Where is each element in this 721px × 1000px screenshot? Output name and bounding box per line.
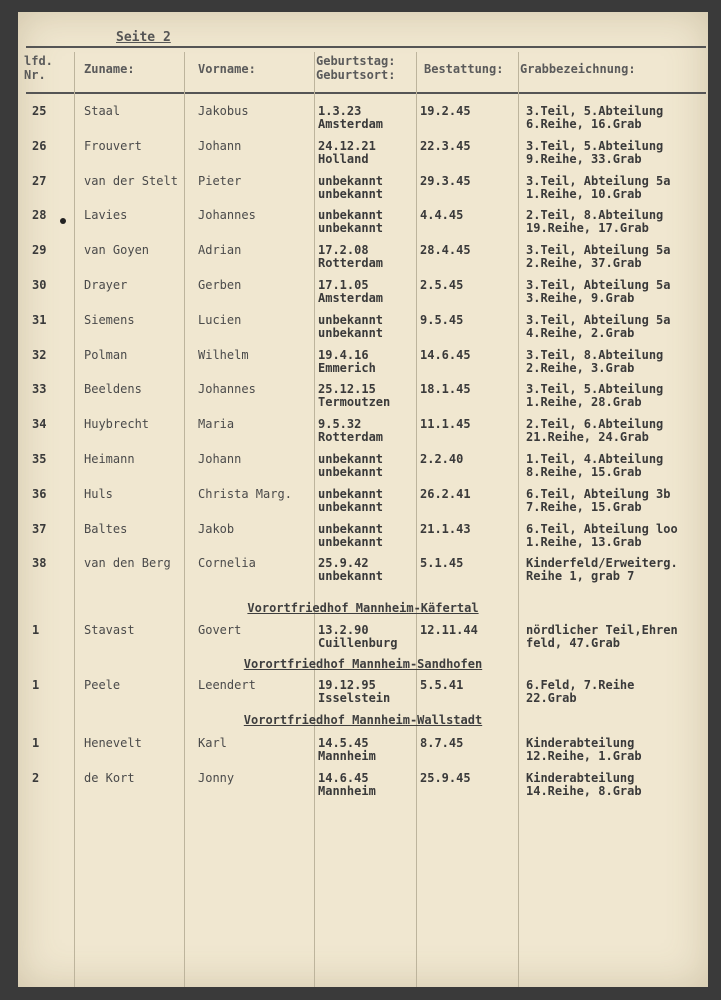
- cell-burial: 22.3.45: [420, 138, 471, 153]
- cell-firstname: Gerben: [198, 278, 242, 292]
- cell-birth-date: unbekannt: [318, 486, 384, 501]
- cell-firstname: Johannes: [198, 382, 256, 397]
- cell-birth-date: 17.1.05: [318, 278, 369, 292]
- cell-birth-date: unbekannt: [318, 312, 384, 327]
- cell-firstname: Johann: [198, 138, 242, 153]
- cell-nr: 31: [32, 312, 47, 327]
- cell-birth-date: 19.12.95: [318, 678, 376, 692]
- cell-grave-line2: 1.Reihe, 10.Grab: [526, 186, 642, 201]
- cell-firstname: Pieter: [198, 173, 242, 188]
- cell-nr: 28: [32, 208, 47, 223]
- cell-burial: 9.5.45: [420, 312, 464, 327]
- cell-nr: 35: [32, 452, 47, 466]
- column-divider: [74, 52, 75, 987]
- cell-grave-line2: 14.Reihe, 8.Grab: [526, 784, 642, 798]
- cell-birth-place: Rotterdam: [318, 430, 384, 445]
- cell-grave-line2: 1.Reihe, 13.Grab: [526, 534, 642, 549]
- cell-nr: 2: [32, 771, 40, 785]
- cell-grave-line2: 21.Reihe, 24.Grab: [526, 430, 649, 445]
- document-page: [18, 12, 708, 987]
- cell-grave-line1: 6.Feld, 7.Reihe: [526, 678, 635, 692]
- cell-surname: Frouvert: [84, 138, 142, 153]
- cell-burial: 19.2.45: [420, 104, 471, 118]
- cell-firstname: Cornelia: [198, 556, 256, 571]
- cell-burial: 18.1.45: [420, 382, 471, 397]
- cell-surname: Henevelt: [84, 736, 142, 750]
- section-title-kafertal: Vorortfriedhof Mannheim-Käfertal: [247, 601, 479, 615]
- cell-grave-line2: 7.Reihe, 15.Grab: [526, 499, 642, 514]
- cell-grave-line1: 3.Teil, 5.Abteilung: [526, 138, 664, 153]
- cell-firstname: Maria: [198, 417, 235, 432]
- cell-nr: 38: [32, 556, 47, 571]
- cell-birth-place: Holland: [318, 151, 369, 166]
- header-birth: Geburtstag: Geburtsort:: [316, 54, 396, 82]
- cell-grave-line2: 19.Reihe, 17.Grab: [526, 221, 649, 236]
- cell-burial: 2.5.45: [420, 278, 464, 292]
- cell-nr: 1: [32, 678, 40, 692]
- cell-surname: Drayer: [84, 278, 128, 292]
- cell-birth-date: 19.4.16: [318, 347, 369, 362]
- cell-firstname: Jonny: [198, 771, 235, 785]
- header-firstname: Vorname:: [198, 62, 256, 76]
- cell-birth-date: unbekannt: [318, 208, 384, 223]
- cell-grave-line2: 4.Reihe, 2.Grab: [526, 325, 635, 340]
- cell-nr: 36: [32, 486, 47, 501]
- cell-birth-date: 1.3.23: [318, 104, 362, 118]
- cell-firstname: Leendert: [198, 678, 256, 692]
- cell-burial: 29.3.45: [420, 173, 471, 188]
- cell-birth-place: Emmerich: [318, 360, 376, 375]
- cell-surname: Peele: [84, 678, 121, 692]
- cell-burial: 8.7.45: [420, 736, 464, 750]
- cell-grave-line1: 3.Teil, 8.Abteilung: [526, 347, 664, 362]
- cell-surname: Huybrecht: [84, 417, 150, 432]
- cell-surname: Polman: [84, 347, 128, 362]
- cell-birth-place: Mannheim: [318, 784, 376, 798]
- cell-nr: 32: [32, 347, 47, 362]
- cell-grave-line1: nördlicher Teil,Ehren: [526, 623, 678, 637]
- column-divider: [184, 52, 185, 987]
- cell-birth-date: 25.12.15: [318, 382, 376, 397]
- cell-grave-line1: 1.Teil, 4.Abteilung: [526, 452, 664, 466]
- cell-grave-line2: Reihe 1, grab 7: [526, 569, 635, 584]
- cell-burial: 28.4.45: [420, 243, 471, 258]
- cell-birth-date: unbekannt: [318, 521, 384, 536]
- cell-birth-date: 17.2.08: [318, 243, 369, 258]
- cell-grave-line1: Kinderabteilung: [526, 736, 635, 750]
- header-surname: Zuname:: [84, 62, 135, 76]
- cell-firstname: Lucien: [198, 312, 242, 327]
- cell-grave-line2: 12.Reihe, 1.Grab: [526, 749, 642, 763]
- cell-firstname: Jakob: [198, 521, 235, 536]
- cell-grave-line2: 6.Reihe, 16.Grab: [526, 117, 642, 131]
- cell-nr: 1: [32, 623, 40, 637]
- cell-grave-line1: 2.Teil, 6.Abteilung: [526, 417, 664, 432]
- cell-firstname: Govert: [198, 623, 242, 637]
- page-label: Seite 2: [116, 30, 171, 45]
- cell-surname: Beeldens: [84, 382, 142, 397]
- cell-nr: 27: [32, 173, 47, 188]
- cell-grave-line1: 3.Teil, 5.Abteilung: [526, 104, 664, 118]
- cell-firstname: Karl: [198, 736, 227, 750]
- cell-birth-place: unbekannt: [318, 325, 384, 340]
- cell-grave-line2: 2.Reihe, 3.Grab: [526, 360, 635, 375]
- cell-birth-date: unbekannt: [318, 452, 384, 466]
- cell-grave-line1: Kinderabteilung: [526, 771, 635, 785]
- cell-grave-line2: 22.Grab: [526, 691, 577, 705]
- cell-birth-place: Mannheim: [318, 749, 376, 763]
- cell-surname: Siemens: [84, 312, 135, 327]
- cell-surname: Heimann: [84, 452, 135, 466]
- cell-burial: 5.5.41: [420, 678, 464, 692]
- header-rule-bottom: [26, 92, 706, 94]
- cell-burial: 14.6.45: [420, 347, 471, 362]
- cell-nr: 33: [32, 382, 47, 397]
- cell-burial: 5.1.45: [420, 556, 464, 571]
- cell-nr: 25: [32, 104, 47, 118]
- section-title-sandhofen: Vorortfriedhof Mannheim-Sandhofen: [243, 657, 483, 671]
- cell-birth-place: Rotterdam: [318, 256, 384, 271]
- cell-surname: Lavies: [84, 208, 128, 223]
- cell-firstname: Christa Marg.: [198, 486, 292, 501]
- cell-grave-line1: 3.Teil, Abteilung 5a: [526, 278, 671, 292]
- cell-nr: 37: [32, 521, 47, 536]
- cell-surname: Stavast: [84, 623, 135, 637]
- cell-birth-date: 9.5.32: [318, 417, 362, 432]
- cell-grave-line2: feld, 47.Grab: [526, 636, 620, 650]
- cell-firstname: Adrian: [198, 243, 242, 258]
- cell-birth-date: 14.6.45: [318, 771, 369, 785]
- cell-birth-place: Termoutzen: [318, 395, 391, 410]
- cell-birth-place: unbekannt: [318, 186, 384, 201]
- cell-grave-line2: 2.Reihe, 37.Grab: [526, 256, 642, 271]
- ink-spot: [60, 218, 66, 224]
- cell-nr: 1: [32, 736, 40, 750]
- cell-surname: van der Stelt: [84, 173, 178, 188]
- cell-birth-place: unbekannt: [318, 499, 384, 514]
- cell-surname: de Kort: [84, 771, 135, 785]
- cell-birth-place: unbekannt: [318, 569, 384, 584]
- cell-burial: 11.1.45: [420, 417, 471, 432]
- cell-birth-place: Amsterdam: [318, 117, 384, 131]
- cell-birth-place: Cuillenburg: [318, 636, 398, 650]
- cell-birth-place: unbekannt: [318, 465, 384, 479]
- cell-burial: 26.2.41: [420, 486, 471, 501]
- cell-burial: 12.11.44: [420, 623, 478, 637]
- cell-grave-line1: Kinderfeld/Erweiterg.: [526, 556, 678, 571]
- cell-grave-line1: 3.Teil, Abteilung 5a: [526, 173, 671, 188]
- cell-nr: 26: [32, 138, 47, 153]
- cell-birth-place: Isselstein: [318, 691, 391, 705]
- cell-nr: 29: [32, 243, 47, 258]
- column-divider: [314, 52, 315, 987]
- cell-birth-date: 14.5.45: [318, 736, 369, 750]
- cell-birth-place: unbekannt: [318, 534, 384, 549]
- header-nr: lfd. Nr.: [24, 54, 53, 82]
- column-divider: [518, 52, 519, 987]
- cell-birth-date: unbekannt: [318, 173, 384, 188]
- cell-surname: van den Berg: [84, 556, 171, 571]
- cell-birth-place: unbekannt: [318, 221, 384, 236]
- header-grave: Grabbezeichnung:: [520, 62, 636, 76]
- cell-firstname: Jakobus: [198, 104, 249, 118]
- cell-burial: 4.4.45: [420, 208, 464, 223]
- cell-birth-date: 13.2.90: [318, 623, 369, 637]
- cell-grave-line1: 3.Teil, Abteilung 5a: [526, 312, 671, 327]
- cell-nr: 34: [32, 417, 47, 432]
- cell-birth-date: 24.12.21: [318, 138, 376, 153]
- cell-grave-line2: 1.Reihe, 28.Grab: [526, 395, 642, 410]
- cell-grave-line2: 9.Reihe, 33.Grab: [526, 151, 642, 166]
- cell-surname: Huls: [84, 486, 113, 501]
- cell-burial: 21.1.43: [420, 521, 471, 536]
- cell-grave-line1: 6.Teil, Abteilung 3b: [526, 486, 671, 501]
- cell-grave-line1: 3.Teil, 5.Abteilung: [526, 382, 664, 397]
- column-divider: [416, 52, 417, 987]
- header-burial: Bestattung:: [424, 62, 504, 76]
- cell-surname: van Goyen: [84, 243, 150, 258]
- cell-firstname: Wilhelm: [198, 347, 249, 362]
- cell-birth-date: 25.9.42: [318, 556, 369, 571]
- cell-grave-line1: 2.Teil, 8.Abteilung: [526, 208, 664, 223]
- cell-firstname: Johannes: [198, 208, 256, 223]
- cell-burial: 2.2.40: [420, 452, 464, 466]
- cell-grave-line1: 6.Teil, Abteilung loo: [526, 521, 678, 536]
- cell-grave-line1: 3.Teil, Abteilung 5a: [526, 243, 671, 258]
- cell-firstname: Johann: [198, 452, 242, 466]
- header-rule-top: [26, 46, 706, 48]
- cell-surname: Baltes: [84, 521, 128, 536]
- cell-birth-place: Amsterdam: [318, 291, 384, 305]
- cell-surname: Staal: [84, 104, 121, 118]
- cell-burial: 25.9.45: [420, 771, 471, 785]
- section-title-wallstadt: Vorortfriedhof Mannheim-Wallstadt: [243, 713, 483, 727]
- cell-grave-line2: 8.Reihe, 15.Grab: [526, 465, 642, 479]
- cell-grave-line2: 3.Reihe, 9.Grab: [526, 291, 635, 305]
- cell-nr: 30: [32, 278, 47, 292]
